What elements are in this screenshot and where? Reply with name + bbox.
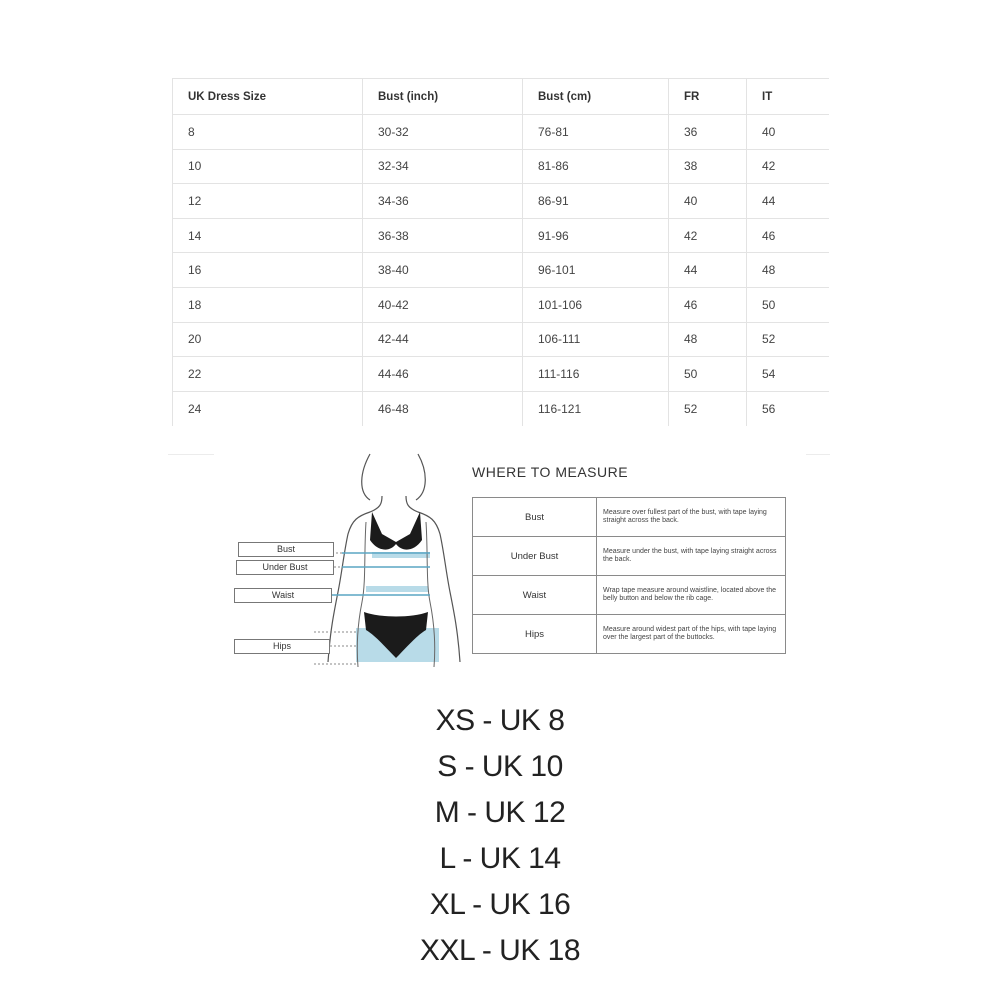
table-cell: 50 [747, 287, 829, 322]
table-cell: 32-34 [363, 149, 523, 184]
measure-part: Under Bust [473, 537, 597, 576]
measure-description: Measure around widest part of the hips, with tape laying over the largest part of the buttocks. [597, 615, 786, 654]
table-cell: 16 [173, 253, 363, 288]
table-cell: 52 [747, 322, 829, 357]
table-cell: 42 [747, 149, 829, 184]
table-cell: 18 [173, 287, 363, 322]
table-cell: 36-38 [363, 218, 523, 253]
measure-description: Measure over fullest part of the bust, with tape laying straight across the back. [597, 498, 786, 537]
header-bust-cm: Bust (cm) [523, 79, 669, 115]
waist-highlight [366, 586, 428, 592]
table-cell: 96-101 [523, 253, 669, 288]
table-cell: 10 [173, 149, 363, 184]
measure-description: Wrap tape measure around waistline, located above the belly button and below the rib cage. [597, 576, 786, 615]
table-cell: 44-46 [363, 357, 523, 392]
where-to-measure-title: WHERE TO MEASURE [472, 464, 629, 480]
table-cell: 46 [747, 218, 829, 253]
table-row [173, 184, 829, 219]
measure-part: Bust [473, 498, 597, 537]
table-cell: 34-36 [363, 184, 523, 219]
table-cell: 8 [173, 115, 363, 150]
table-row [173, 218, 829, 253]
table-cell: 40 [747, 115, 829, 150]
table-cell: 81-86 [523, 149, 669, 184]
table-row [173, 253, 829, 288]
measure-description: Measure under the bust, with tape laying straight across the back. [597, 537, 786, 576]
header-bust-inch: Bust (inch) [363, 79, 523, 115]
table-cell: 76-81 [523, 115, 669, 150]
figure-label-under-bust: Under Bust [236, 560, 334, 575]
table-row [173, 287, 829, 322]
table-cell: 42 [669, 218, 747, 253]
table-row [473, 498, 786, 537]
table-cell: 48 [669, 322, 747, 357]
table-cell: 30-32 [363, 115, 523, 150]
table-cell: 14 [173, 218, 363, 253]
table-cell: 106-111 [523, 322, 669, 357]
where-to-measure-section [230, 452, 790, 674]
table-row [173, 357, 829, 392]
table-cell: 24 [173, 391, 363, 426]
list-item: XL - UK 16 [429, 888, 571, 921]
table-cell: 54 [747, 357, 829, 392]
table-row [173, 149, 829, 184]
table-cell: 116-121 [523, 391, 669, 426]
size-conversion-list [0, 698, 1000, 974]
divider [806, 454, 830, 455]
figure-label-hips: Hips [234, 639, 330, 654]
divider [168, 454, 214, 455]
list-item: M - UK 12 [434, 796, 566, 829]
header-it: IT [747, 79, 829, 115]
table-cell: 101-106 [523, 287, 669, 322]
table-cell: 46 [669, 287, 747, 322]
table-row [173, 115, 829, 150]
table-cell: 36 [669, 115, 747, 150]
table-cell: 44 [747, 184, 829, 219]
table-cell: 52 [669, 391, 747, 426]
table-cell: 40-42 [363, 287, 523, 322]
body-measurement-figure [230, 452, 470, 674]
table-cell: 86-91 [523, 184, 669, 219]
table-cell: 111-116 [523, 357, 669, 392]
header-fr: FR [669, 79, 747, 115]
figure-label-bust: Bust [238, 542, 334, 557]
table-cell: 12 [173, 184, 363, 219]
list-item: S - UK 10 [437, 750, 563, 783]
measure-part: Hips [473, 615, 597, 654]
size-chart-table [172, 78, 829, 426]
table-cell: 46-48 [363, 391, 523, 426]
table-cell: 56 [747, 391, 829, 426]
table-row [473, 537, 786, 576]
table-cell: 40 [669, 184, 747, 219]
measure-part: Waist [473, 576, 597, 615]
table-cell: 44 [669, 253, 747, 288]
figure-label-waist: Waist [234, 588, 332, 603]
table-row [173, 391, 829, 426]
list-item: XXL - UK 18 [419, 934, 581, 967]
bra-shape [370, 512, 422, 550]
table-cell: 20 [173, 322, 363, 357]
table-cell: 42-44 [363, 322, 523, 357]
table-cell: 38 [669, 149, 747, 184]
measurement-guide-table [472, 497, 786, 654]
list-item: L - UK 14 [439, 842, 561, 875]
table-row [173, 322, 829, 357]
size-table-header-row [173, 79, 829, 115]
table-row [473, 576, 786, 615]
table-cell: 48 [747, 253, 829, 288]
table-row [473, 615, 786, 654]
table-cell: 50 [669, 357, 747, 392]
list-item: XS - UK 8 [435, 704, 565, 737]
table-cell: 91-96 [523, 218, 669, 253]
header-uk-dress-size: UK Dress Size [173, 79, 363, 115]
table-cell: 22 [173, 357, 363, 392]
table-cell: 38-40 [363, 253, 523, 288]
